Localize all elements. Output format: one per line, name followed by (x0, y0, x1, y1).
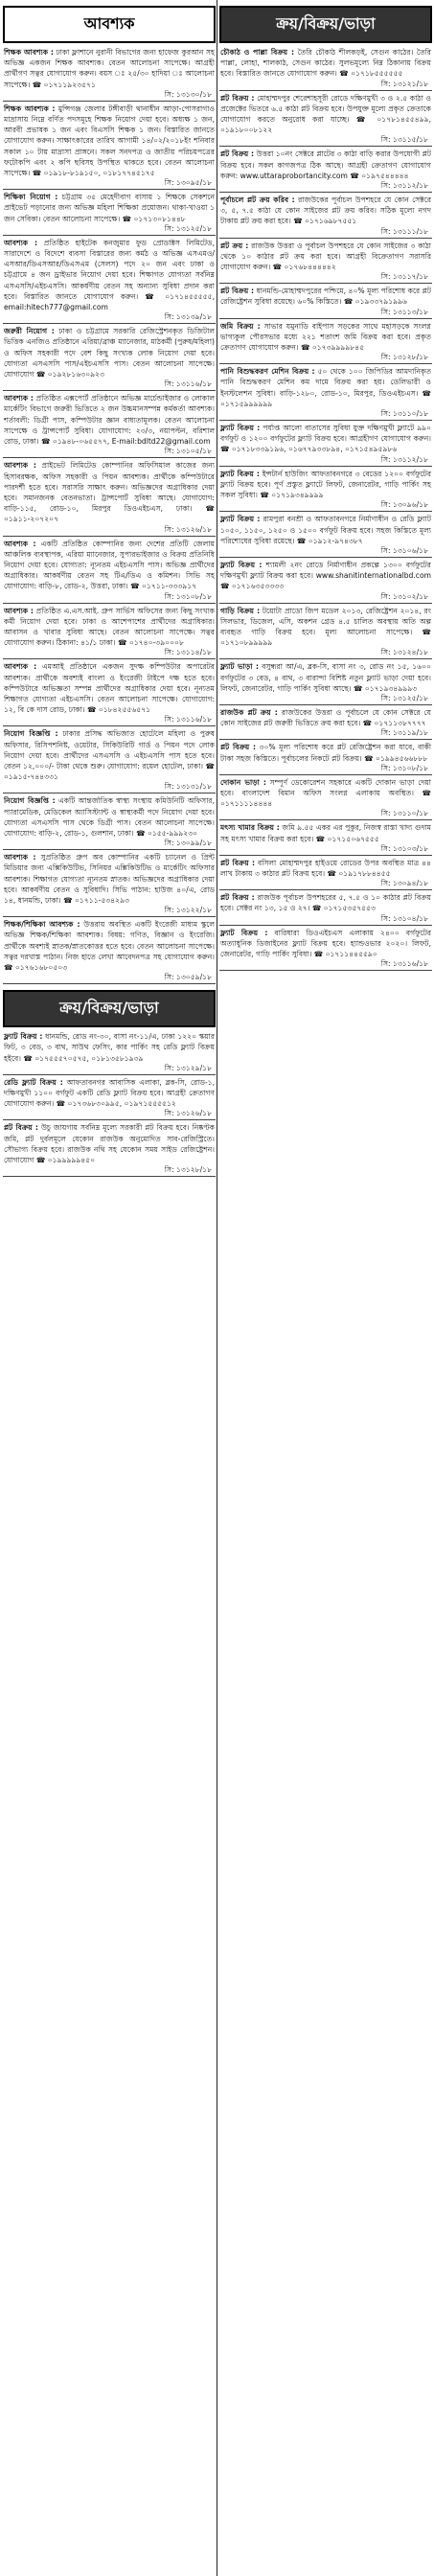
ad-body: মুন্সিগঞ্জ জেলার টঙ্গীবাড়ী থানাধীন আড়া-পোসরাগাও মাদ্রাসায় নিম্নে বর্ণিত পদসমূহে শিক্ষক নিয়োগ দেয়া হবে। অধ্যক্ষ ১ জন, আরবী প্রভাষক ১ জন এবং বিএসসি শিক্ষক ১ জন। বিস্তারিত জানতে যোগাযোগ করুন। সাক্ষাৎকারের তারিখ আগামী ১৪/০২/২০১৮ইং শনিবার সকাল ১০ টায় মাদ্রাসা প্রাঙ্গনে। সকল সনদপত্র ও জাতীয় পরিচয়পত্রের ফটোকপি এবং ২ কপি ছবিসহ উপস্থিত থাকতে হবে। বেতন আলোচনা সাপেক্ষে। ☎ ০১৯১৮-৮১৯১৫০, ০১৮১৭৭৪৫১৭৫ (4, 104, 216, 178)
ad-body: প্রতিষ্ঠিত হাইটেক কনজুমার ফুড প্রোডাক্টস লিমিটেড, সারাদেশে ও বিদেশে ব্যবসা বিস্তারের জন্য কর্মঠ ও অভিজ্ঞ এসএমও/এসআর/ডিএসআর/ডিএসএম (সেলস) পদে ২০ জন এবং ঢাকা ও চট্টগ্রামে ৪ জন ড্রাইভার নিয়োগ দেয়া হবে। শিক্ষাগত যোগ্যতা সর্বনিম্ন এসএসসি/এইচএসসি। আকর্ষণীয় বেতন সহ অন্যান্য সুবিধা প্রদান করা হবে। বিস্তারিত জানতে যোগাযোগ করুন। ☎ ০১৭১৪৫৫৫৫৫, email:hitech777@gmail.com (4, 238, 216, 312)
ad-separator (219, 466, 432, 467)
ad-title: আবশ্যক : (4, 539, 36, 548)
ad-text (219, 858, 432, 879)
ad-reference: সি: ১৩১১১/১৮ (380, 226, 428, 236)
ad-reference: সি: ১৩১১৩/১৮ (380, 307, 428, 316)
ad-separator (219, 970, 432, 971)
wanted-ads-list (3, 47, 216, 984)
ad-reference: সি: ১৩০৯৯/১৮ (164, 839, 212, 848)
ad-body: শ্যামলী ২নং রোডে নির্মাণাধীন প্রকল্পে ১৩০০ বর্গফুটের দক্ষিণমুখী ফ্ল্যাট বিক্রয় করা হবে। www.shanitinternationalbd.com ☎ ০১৭১৬৩৫৩৩৩৩ (220, 560, 431, 591)
ad-separator (3, 725, 216, 726)
ad-body: সুপ্রতিষ্ঠিত গ্রুপ অব কোম্পানির একটি চ্যানেল ও প্রিন্ট মিডিয়ার জন্য এক্সিকিউটিভ, সিনিয়র এক্সিকিউটিভ ও মার্কেটিং অফিসার আবশ্যক। শিক্ষাগত যোগ্যতা ন্যূনতম স্নাতক। অভিজ্ঞদের অগ্রাধিকার দেয়া হবে। আকর্ষণীয় বেতন ও সুবিধাদি। সিভি পাঠান: হাউজ ৪০/এ, রোড ১৪, ধানমন্ডি, ঢাকা। ☎ ০১৭১১-৫৩৪২৯৩ (4, 853, 215, 905)
ad-title: ফ্ল্যাট বিক্রয় : (220, 469, 260, 478)
ad-text (3, 1031, 216, 1064)
ad-body: ঢাকা ফ্লাশানে নুরানী বিভাগের জন্য হাফেজ কুরআন সহ অভিজ্ঞ একজন শিক্ষক আবশ্যক। বেতন আলোচনা সাপেক্ষে। আগ্রহী প্রার্থীগণ সত্বর যোগাযোগ করুন। বয়স ঃ ২৫/৩০ হাদিয়া ঃ আলোচনা সাপেক্ষে। ☎ ০১৭১১৯২৩৫৭১ (4, 48, 216, 89)
ad-text (219, 707, 432, 728)
classified-ad (219, 928, 432, 972)
ad-reference: সি: ১৩১১৬/১৮ (164, 380, 212, 389)
ad-separator (3, 235, 216, 236)
ad-separator (219, 658, 432, 659)
ad-title: মৎস্য খামার বিক্রয় : (220, 823, 280, 833)
ad-reference: সি: ১৩১০২/১৮ (380, 591, 428, 601)
ad-text (3, 539, 216, 592)
ad-title: আবশ্যক : (4, 238, 38, 247)
ad-separator (3, 457, 216, 458)
ad-text (3, 852, 216, 906)
ad-body: প্রতিষ্ঠিত এ.এস.আই. গ্রুপ সার্ভিস অফিসের জন্য কিছু সংখ্যক কর্মী নিয়োগ দেয়া হবে। ঢাকা ও আশেপাশের প্রার্থীদের অগ্রাধিকার। আবাসন ও খাবার সুবিধা আছে। বেতন আলোচনা সাপেক্ষে। সত্বর যোগাযোগ করুন। ঠিকানা: ৪১/১ ঢাকা। ☎ ০১৭৪০-৩৯০০০৮ (4, 606, 215, 648)
classified-ad (219, 241, 432, 285)
ad-title: ফ্ল্যাট বিক্রয় : (220, 928, 268, 937)
ad-reference: সি: ১৩১০৮/১৮ (380, 763, 428, 772)
ad-body: বসিলা মোহাম্মদপুর হাইওয়ে রোডের উপর অবস্থিত মাত্র ৪৪ লাখ টাকায় ৩ কাঠার প্লট বিক্রয় হবে। ☎ ০১৯১৭৮৮৪৪৫৫ (220, 858, 431, 878)
classified-ad (3, 661, 216, 726)
ad-title: শিক্ষক আবশ্যক : (4, 48, 54, 57)
ad-separator (3, 793, 216, 794)
ad-body: প্রতিষ্ঠিত এক্সপোর্ট প্রতিষ্ঠানে অভিজ্ঞ মার্চেন্ডাইজার ও লোকাল মার্কেটিং বিভাগে জরুরী ভিত্তিতে ২ জন উচ্চমানসম্পন্ন কর্মকর্তা আবশ্যক। শর্তাবলী: ডিগ্রী পাস, কম্পিউটার জ্ঞান বাধ্যতামূলক। বেতন আলোচনা সাপেক্ষে ও ট্রান্সপোর্ট সুবিধা। যোগাযোগ: ২৩/৩, নয়াপল্টন, বরিশাল রোড, ঢাকা। ☎ ০১৯৪৮-০৬৫৫৭৭, E-mail:bdltd22@gmail.com (4, 394, 215, 447)
ad-reference: সি: ১৩১৩৯/১৮ (164, 312, 212, 322)
section-header-wanted: আবশ্যক (3, 6, 216, 43)
ad-text (3, 1122, 216, 1165)
ad-body: এমআই প্রতিষ্ঠানে একজন সুদক্ষ কম্পিউটার অপারেটর আবশ্যক। প্রার্থীকে অবশ্যই বাংলা ও ইংরেজী টাইপে দক্ষ হতে হবে। কম্পিউটারে অভিজ্ঞতা সম্পন্ন প্রার্থীদের অগ্রাধিকার দেয়া হবে। নূন্যতম শিক্ষাগত যোগ্যতা এইচএসসি। বেতন আলোচনা সাপেক্ষে। যোগাযোগ: ১২, বি কে দাস রোড, ঢাকা। ☎ ০১৮৪২৫৫৬৫৭১ (4, 662, 215, 715)
ad-body: জমি ৯.৫৫ একর এর পুকুর, নিজস্ব রাস্তা খাদ্য গুদাম সহ মৎস্য খামার বিক্রয় করা হবে। ☎ ০১৭১৫০৬৭৫৫৫ (220, 823, 432, 843)
section-header-buy-sell-rent-left: ক্রয়/বিক্রয়/ভাড়া (3, 990, 216, 1027)
classified-ad (219, 661, 432, 705)
classified-ad (3, 192, 216, 236)
ad-text (3, 238, 216, 312)
ad-reference: সি: ১৩১১৯/১৮ (380, 728, 428, 738)
ad-reference: সি: ১৩১২৫/১৮ (164, 223, 212, 233)
left-column (3, 0, 216, 1179)
classified-ad (219, 822, 432, 855)
ad-title: ফ্ল্যাট বিক্রয় : (220, 560, 263, 569)
ad-text (3, 393, 216, 447)
ad-separator (3, 390, 216, 391)
ad-reference: সি: ১৩১২৮/১৮ (164, 1165, 212, 1175)
ad-title: ফ্ল্যাট বিক্রয় : (220, 424, 261, 433)
ad-separator (3, 849, 216, 850)
ad-reference: সি: ১৩১১০/১৮ (380, 409, 428, 419)
ad-text (219, 606, 432, 649)
ad-reference: সি: ১৩১২৪/১৮ (380, 648, 428, 657)
ad-text (219, 93, 432, 136)
ad-text (219, 321, 432, 354)
ad-title: ফ্ল্যাট বিক্রয় : (220, 515, 261, 524)
ad-text (219, 241, 432, 273)
ad-body: ঢাকা ও চট্টগ্রামে সরকারি রেজিস্ট্রেশনকৃত ডিজিটাল ভিত্তিক এনজিও প্রতিষ্ঠানে এরিয়া/ব্রাঞ্চ ম্যানেজার, মাঠকর্মী (পুরুষ/মহিলা) ও অফিস সহকারী পদে বেশ কিছু সংখ্যক লোক নিয়োগ দেয়া হবে। যোগ্যতা এসএসসি পাস/এইচএসসি পাস। বেতন আলোচনা সাপেক্ষে। যোগাযোগ ☎ ০১৯২৮১৬৩০৯২৩ (4, 327, 215, 380)
classified-ad (219, 423, 432, 467)
ad-reference: সি: ১৩১১৭/১৮ (380, 272, 428, 282)
classified-ad (219, 149, 432, 193)
ad-reference: সি: ১৩১২৮/১৮ (380, 353, 428, 362)
classified-ad (219, 286, 432, 318)
ad-separator (3, 658, 216, 659)
classified-ad (219, 93, 432, 148)
ad-title: প্লট বিক্রয় : (220, 858, 255, 867)
ad-reference: সি: ১৩১২৬/১৮ (164, 1109, 212, 1118)
classified-ad (219, 47, 432, 91)
ad-reference: সি: ১৩১২১/১৮ (380, 79, 428, 88)
ad-body: ৩০% মূল্য পরিশোধ করে প্লট রেজিষ্ট্রেশন করা যাবে, বাকী টাকা সহজ কিস্তিতে। পূর্বাচলের নিকটে প্লট বিক্রয়। ☎ ০১৯৯৪৫৬৬৮৮৮ (220, 743, 431, 763)
ad-separator (219, 889, 432, 890)
ad-body: রাজউক উত্তরা ও পূর্বাচল উপশহরে যে কোন সাইজের ৩ কাঠা থেকে ১০ কাঠার প্লট ক্রয় করা হবে। আগ্রহী বিক্রেতাগণ সরাসরি যোগাযোগ করুন। ☎ ০১৭৬৮৪৪৪৪৪২ (220, 241, 431, 272)
ad-title: প্লট বিক্রয় : (220, 150, 255, 159)
classified-ad (219, 606, 432, 660)
classified-ad (219, 514, 432, 558)
ad-separator (219, 925, 432, 926)
ad-title: ফ্ল্যাট বিক্রয় : (4, 1032, 43, 1042)
ad-separator (219, 283, 432, 284)
ad-text (219, 469, 432, 501)
ad-title: রাজউক প্লট ক্রয় : (220, 707, 278, 717)
ad-separator (219, 238, 432, 239)
ad-body: রামপুরা বনশ্রী ও আফতাবনগরে নির্মাণাধীন ও রেডি ফ্ল্যাট ১০৫০, ১১৫০, ১২৫০ ও ১৫০০ বর্গফুট বিক্রয় হবে। সহজ কিস্তিতে মূল্য পরিশোধের সুবিধা রয়েছে। ☎ ০১৯১২-৯৭৪৩৮৭ (220, 515, 431, 545)
classified-ad (219, 321, 432, 365)
ad-text (219, 661, 432, 694)
ad-reference: সি: ১৩১০৬/১৮ (380, 545, 428, 555)
ad-separator (3, 1074, 216, 1075)
ad-title: পূর্বাচলে প্লট ক্রয় করিব : (220, 196, 295, 205)
ad-separator (3, 189, 216, 190)
ad-separator (3, 1176, 216, 1177)
classified-ad (3, 1031, 216, 1075)
classified-ad (3, 460, 216, 536)
ad-separator (219, 774, 432, 775)
ad-text (219, 286, 432, 307)
ad-title: প্লট বিক্রয় : (220, 287, 254, 296)
ad-text (3, 104, 216, 178)
ad-separator (3, 101, 216, 102)
ad-separator (219, 363, 432, 364)
ad-text (219, 149, 432, 181)
ad-reference: সি: ১৩০৯৫/১৮ (164, 178, 212, 188)
ad-body: উচু জায়গায় সর্বনিম্ন মূল্যে সরকারী প্লট বিক্রয় হবে। নিষ্কণ্টক জমি, প্লট দুর্বলমূলে যেকোন রাজউক অনুমোদিত সাব-রেজিস্ট্রিতে। সৌভাগ্য বিক্রয় হবে। রাজউক নথি সহ যেকোন সময় সাইড রেজিষ্ট্রেশন। যোগাযোগ ☎ ০১৯৯৯৯৯৪৫০ (4, 1123, 215, 1165)
classified-ad (3, 326, 216, 391)
ad-separator (219, 739, 432, 740)
ad-separator (3, 1119, 216, 1120)
ad-text (219, 514, 432, 546)
ad-text (219, 822, 432, 843)
ad-text (3, 192, 216, 224)
ad-title: ফ্ল্যাট ভাড়া : (220, 662, 260, 672)
classified-ad (219, 892, 432, 925)
buy-sell-ads-list-right (219, 47, 432, 971)
ad-reference: সি: ১৩১২৬/১৮ (164, 524, 212, 534)
classified-ad (3, 238, 216, 324)
ad-title: চৌকাঠ ও পাল্লা বিক্রয় : (220, 48, 294, 57)
ad-title: গাড়ি বিক্রয় : (220, 606, 261, 615)
ad-separator (3, 603, 216, 604)
ad-reference: সি: ১৩১১৪/১৮ (164, 648, 212, 657)
ad-title: পানি বিশুদ্ধকরণ মেশিন বিক্রয় : (220, 367, 315, 377)
classified-ad (3, 1122, 216, 1177)
classified-ad (3, 919, 216, 984)
classified-ad (219, 742, 432, 774)
ad-body: তৈরি চৌকাঠ শীলকড়ই, সেগুন কাঠের। তৈরি পাল্লা, লোহা, শালকাঠ, সেগুন কাঠের। সুলভমূল্যে নিম্ন ঠিকানায় বিক্রয় হবে। বিস্তারিত জানতে যোগাযোগ করুন। ☎ ০১৭১৮৫৫৫৫৫৫ (220, 48, 431, 79)
ad-text (219, 195, 432, 227)
classified-ad (219, 777, 432, 821)
ad-title: প্লট বিক্রয় : (220, 743, 257, 752)
ad-title: দোকান ভাড়া : (220, 777, 266, 787)
ad-body: সাভার যমুনাডি বাইপাস সড়কের সাথে মহাসড়কে সংলগ্ন ভাগ্যকুল পৌরসভার মধ্যে ২২১ শতাংশ জমি বিক্রয় করা হবে। প্রকৃত ক্রেতাগণ যোগাযোগ করুন। ☎ ০১৭৩৯৯৯৯৮৪৫ (220, 321, 431, 353)
buy-sell-ads-list-left (3, 1031, 216, 1177)
classified-ad (3, 539, 216, 604)
ad-title: শিক্ষিকা নিয়োগ : (4, 193, 58, 202)
ad-reference: সি: ১৩০৯৪/১৮ (380, 879, 428, 888)
ad-reference: সি: ১৩১২২/১৮ (164, 906, 212, 915)
classified-ad (3, 47, 216, 102)
ad-body: রাজউকের উত্তরা ও পূর্বাচলে যে কোন সেক্টরে যে কোন সাইজের প্লট জরুরী ভিত্তিতে ক্রয় করা হবে। ☎ ০১৭১১৩৮৭৭৭৭ (220, 707, 431, 728)
ad-text (3, 728, 216, 782)
ad-reference: সি: ১৩১০৩/১৮ (380, 843, 428, 853)
ad-body: প্রাইভেট লিমিটেড কোম্পানির অফিসিয়াল কাজের জন্য হিসাবরক্ষক, অফিস সহকারী ও পিয়ন আবশ্যক। প্রার্থীকে কম্পিউটারে পারদর্শী হতে হবে। সরাসরি সাক্ষাৎ করুন। অভিজ্ঞদের অগ্রাধিকার দেয়া হবে। সমানজনক বেতনভাতা। ট্রান্সপোর্ট সুবিধা আছে। যোগাযোগ: বাড়ি-১১৫, রোড-১০, মিরপুর ডিওএইচএস, ঢাকা। ☎ ০১৯১১-২০৭২০৭ (4, 461, 215, 524)
ad-text (3, 606, 216, 649)
classified-ad (219, 858, 432, 890)
ad-separator (3, 916, 216, 917)
right-column (219, 0, 432, 973)
ad-text (3, 460, 216, 524)
ad-title: প্লট বিক্রয় : (4, 1123, 38, 1133)
ad-text (219, 742, 432, 763)
ad-body: পর্যাপ্ত আলো বাতাসের সুবিধা যুক্ত দক্ষিণমুখী ফ্ল্যাটে ৯৯০ বর্গফুট ও ১২০০ বর্গফুটের ফ্ল্যাট বিক্রয় হবে। আগ্রহীগণ যোগাযোগ করুন। ☎ ০১৭১৮৩৩৯১৯৬, ০১৬৭৭৯৩৩৮৯৪, ০১৭১৫৪৯৫৯৮৬ (220, 424, 432, 454)
ad-title: আবশ্যক : (4, 853, 36, 862)
ad-body: রাজউক পূর্বাচল উপশহরের ৫, ৭.৫ ও ১০ কাঠার প্লট বিক্রয় হবে। সেক্টর নং ১৩, ১৫ ও ২৭। ☎ ০১৭১৫৩৫৭৫৫৩ (220, 893, 431, 913)
ad-text (219, 47, 432, 80)
ad-reference: সি: ১৩১১৬/১৮ (164, 715, 212, 724)
ad-separator (219, 603, 432, 604)
ad-separator (219, 704, 432, 705)
classified-ad (3, 606, 216, 660)
ad-separator (3, 323, 216, 324)
classified-ad (3, 852, 216, 917)
ad-text (3, 795, 216, 839)
ad-reference: সি: ১৩১১২/১৮ (380, 454, 428, 464)
ad-separator (219, 318, 432, 319)
ad-reference: সি: ১৩১০৮/১৮ (164, 591, 212, 601)
classified-ad (219, 560, 432, 604)
ad-text (219, 366, 432, 409)
ad-body: চট্টগ্রাম ৩৫ মেহেদীবাগ বাসায় ১ শিক্ষকে সেকশনে প্রাইভেট পড়ানোর জন্য অভিজ্ঞ মহিলা শিক্ষিকা প্রয়োজন। থাকা-খাওয়া ১ জন সেবিকা। বেতন আলোচনা সাপেক্ষে। ☎ ০১৭১৩০৮১৪৪৮ (4, 193, 216, 223)
ad-text (219, 423, 432, 455)
ad-title: প্লট ক্রয় : (220, 241, 249, 250)
ad-separator (219, 420, 432, 421)
ad-title: শিক্ষক আবশ্যক : (4, 104, 56, 113)
ad-body: উত্তরায় অবস্থিত একটি ইংরেজী মাধ্যম স্কুলে অভিজ্ঞ শিক্ষক/শিক্ষিকা আবশ্যক। বিষয়: গণিত, বিজ্ঞান ও ইংরেজি। প্রার্থীকে অবশ্যই স্নাতক/স্নাতকোত্তর হতে হবে। বেতন আলোচনা সাপেক্ষে। সত্বর দরখাস্ত পাঠান। নিজ হাতে লেখা আবেদনপত্র সহ যোগাযোগ করুন। ☎ ০১৭৬১৬৮০৫০৩ (4, 920, 215, 973)
ad-text (3, 661, 216, 715)
ad-reference: সি: ১৩০৯৬/১৮ (380, 500, 428, 510)
ad-body: মোহাম্মদপুর শেরেশাহসূরী রোডে দক্ষিণমুখী ৩ ও ২.৫ কাঠা ও প্রজেক্টের ভিতরে ৬.৫ কাঠা প্লট বিক্রয় হবে। উপযুক্ত মূল্যে প্রকৃত ক্রেতাকে যোগাযোগ করতে অনুরোধ করা যাচ্ছে। ☎ ০১৭৮১৪৫৫৪৯৯, ০১৯১৮০০৮১২২ (220, 93, 431, 135)
section-header-buy-sell-rent: ক্রয়/বিক্রয়/ভাড়া (219, 6, 432, 43)
ad-title: রেডি ফ্ল্যাট বিক্রয় : (4, 1077, 63, 1087)
classified-ad (3, 795, 216, 850)
classified-ad (219, 195, 432, 239)
ad-reference: সি: ১৩১১৬/১৮ (380, 959, 428, 969)
ad-title: নিয়োগ বিজ্ঞপ্তি : (4, 729, 58, 739)
classified-ad (219, 707, 432, 740)
ad-body: টয়োটা প্রাডো জিপ মডেল ২০১৩, রেজিষ্ট্রেশন ২০১৪, রং সিলভার, ডিজেল, এসি, অকশন গ্রেড ৪.৫ চালিত অবস্থায় অতি অল্প ব্যবহৃত গাড়ি বিক্রয় হবে। মূল্য আলোচনা সাপেক্ষে। ☎ ০১৭১০৮৯৯৯৯৯ (220, 606, 431, 648)
ad-separator (3, 983, 216, 984)
ad-text (3, 47, 216, 90)
ad-body: ইন্সটার্ন হাউজিং আফতাবনগরে ৩ বেডের ১২০০ বর্গফুটের ফ্ল্যাট বিক্রয় হবে। পূর্ণ প্রস্তুত ফ্ল্যাটে লিফট, জেনারেটর, গাড়ি পার্কিং সহ সকল সুবিধা। ☎ ০১৭১৯৩৪৯৯৯৯ (220, 469, 431, 500)
ad-text (219, 892, 432, 913)
ad-body: উত্তরা ১০নং সেক্টরে প্লাটের ৩ কাঠা বাড়ি করার উপযোগী প্লট বিক্রয় হবে। সকল কাগজপত্র ঠিক আছে। আগ্রহী ক্রেতাগণ যোগাযোগ করুন: www.uttaraprobortancity.com ☎ ০১৯৭৫৪৪৪৪৪ (220, 150, 431, 180)
ad-title: প্লট বিক্রয় : (220, 893, 255, 903)
ad-title: আবশ্যক : (4, 394, 34, 403)
ad-reference: সি: ১৩০৫৯/১৮ (164, 973, 212, 982)
ad-separator (3, 536, 216, 537)
ad-title: আবশ্যক : (4, 461, 36, 471)
ad-title: জমি বিক্রয় : (220, 321, 261, 331)
ad-text (3, 919, 216, 973)
ad-title: নিয়োগ বিজ্ঞপ্তি : (4, 796, 56, 806)
ad-body: একটি আন্তর্জাতিক স্বাস্থ্য সংস্থায় কমিউনিটি অফিসার, প্যারামেডিক, মেডিকেল অ্যাসিস্ট্যান্ট ও স্বাস্থ্যকর্মী পদে নিয়োগ দেয়া হবে। যোগ্যতা এসএসসি পাস থেকে ডিগ্রী পাস। বেতন আলোচনা সাপেক্ষে। যোগাযোগ: বাড়ি-২, রোড-১, গুলশান, ঢাকা। ☎ ০১৫৫-৯৯৯২৩০ (4, 796, 215, 838)
classified-ad (3, 104, 216, 190)
ad-reference: সি: ১৩১১৫/১৮ (380, 135, 428, 145)
ad-body: সম্পূর্ণ ডেকোরেশন সহকারে একটি দোকান ভাড়া দেয়া হবে। বাংলাদেশ বিমান অফিস সংলগ্ন এলাকায় অবস্থিত। ☎ ০১৭১১১১৪৪৪৪ (220, 777, 431, 809)
ad-separator (219, 819, 432, 820)
ad-reference: সি: ১৩১০৪/১৮ (380, 913, 428, 923)
ad-reference: সি: ১৩১২৯/১৮ (164, 1063, 212, 1072)
ad-separator (219, 192, 432, 193)
ad-title: শিক্ষক/শিক্ষিকা আবশ্যক : (4, 920, 80, 930)
ad-body: ধানমন্ডি-মোহাম্মদপুরের পশ্চিমে, ৪০% মূল্য পরিশোধ করে প্লট রেজিষ্ট্রেশন সুবিধা রয়েছে। ৬০% কিস্তিতে। ☎ ০১৯৩৩৭৯১৯৯৬ (220, 287, 431, 307)
ad-title: জরুরী নিয়োগ : (4, 327, 55, 336)
ad-body: বারিধারা ডিওএইচএস এলাকায় ২৪০০ বর্গফুটের অত্যাধুনিক ডিজাইনের ফ্ল্যাট বিক্রয় হবে। হ্যান্ডওভার ২০২০। লিফট, জেনারেটর, গাড়ি পার্কিং সুবিধা। ☎ ০১৭১১৪৪৫৫৯০ (220, 928, 432, 958)
ad-body: বসুন্ধরা আ/এ, ব্লক-সি, বাসা নং ৩, রোড নং ১৫, ১৬০০ বর্গফুটের ৩ বেড, ৪ বাথ, ৩ বারান্দা বিশিষ্ট নতুন ফ্ল্যাট ভাড়া দেয়া হবে। লিফট, জেনারেটর, গাড়ি পার্কিং সুবিধা আছে। ☎ ০১৭১৯৩৪৯৯৯৩ (220, 662, 431, 693)
ad-body: রাজউকের পূর্বাচল উপশহরে যে কোন সেক্টরে ৩, ৫, ৭.৫ কাঠা যে কোন সাইজের প্লট ক্রয় করিব। সঠিক মূল্যে নগদ টাকায় প্লট ক্রয় করা হবে। ☎ ০১৭১৬৯৮৭৫৫১ (220, 196, 431, 226)
ad-text (3, 326, 216, 380)
ad-separator (219, 146, 432, 147)
ad-title: আবশ্যক : (4, 662, 37, 672)
classified-ad (3, 728, 216, 794)
ad-separator (219, 557, 432, 558)
ad-reference: সি: ১৩১১২/১৮ (380, 181, 428, 191)
ad-body: ৫০ থেকে ১০০ জিপিডির আমদানিকৃত পানি বিশুদ্ধকরণ মেশিন কম দামে বিক্রয় করা হয়। ডেলিভারী ও ইনস্টলেশন সুবিধা। বাড়ি-১২৮০, রোড-১০, মিরপুর, ডিওএইচএস। ☎ ০১৭১৫৯৯৯৯৯৯ (220, 367, 431, 408)
ad-reference: সি: ১৩১৩০/১৮ (164, 89, 212, 99)
ad-separator (219, 90, 432, 91)
classified-ad (219, 469, 432, 513)
classified-ad (219, 366, 432, 421)
ad-body: একটি প্রতিষ্ঠিত কোম্পানির জন্য দেশের প্রতিটি জেলায় আঞ্চলিক ব্যবস্থাপক, এরিয়া ম্যানেজার, সুপারভাইজার ও বিক্রয় প্রতিনিধি নিয়োগ দেয়া হবে। যোগ্যতা: ন্যূনতম এইচএসসি পাস। অভিজ্ঞ প্রার্থীদের অগ্রাধিকার। আকর্ষণীয় বেতন সহ টিএ/ডিএ ও কমিশন। সিভি সহ যোগাযোগ: বাড়ি-৮, রোড-২, উত্তরা, ঢাকা। ☎ ০১৭১১-৩৩৩৯১৭ (4, 539, 216, 591)
ad-reference: সি: ১৩১৩১/১৮ (164, 782, 212, 792)
ad-text (219, 928, 432, 960)
ad-reference: সি: ১৩১০৫/১৮ (164, 447, 212, 456)
ad-separator (219, 511, 432, 512)
classified-ad (3, 1077, 216, 1121)
ad-text (219, 560, 432, 592)
ad-body: ঢাকার প্রসিদ্ধ অভিজাত হোটেলে মহিলা ও পুরুষ অফিসার, রিসিপশনিষ্ট, ওয়েটার, সিকিউরিটি গার্ড ও পিয়ন পদে লোক নিয়োগ দেয়া হবে। প্রার্থীদের এসএসসি ও এইচএসসি পাস হতে হবে। বেতন ১২,০০০/- টাকা থেকে শুরু। যোগাযোগ: রয়েল হোটেল, ঢাকা। ☎ ০১৯১৫-৭৪৪৩৩১ (4, 729, 215, 782)
ad-reference: সি: ১৩১২৫/১৮ (380, 693, 428, 702)
ad-reference: সি: ১৩১১০/১৮ (380, 809, 428, 818)
ad-text (219, 777, 432, 810)
ad-body: ধানমন্ডি, রোড নং-৩০, বাসা নং-১১/এ, ঢাকা ১২২০ স্কয়ার ফিট, ৩ বেড, ৩ বাথ, সাউথ ফেসিং, কার পার্কিং সহ রেডি ফ্ল্যাট বিক্রয় হইবে। ☎ ০১৭৫৫৫৭০৫৭৫, ০১৮১৩৫৮১৯৩৯ (4, 1032, 215, 1063)
classified-ad (3, 393, 216, 458)
ad-body: আফতাবনগর আবাসিক এলাকা, ব্লক-সি, রোড-১, দক্ষিণমুখী ১১০০ বর্গফুট একটি রেডি ফ্ল্যাট বিক্রয় হবে। আগ্রহী ক্রেতাগণ যোগাযোগ করুন। ☎ ০১৭৩৬৮৩০৯৯৫, ০১৯৭১৫৫৫৫১২ (4, 1077, 215, 1109)
ad-text (3, 1077, 216, 1110)
ad-title: আবশ্যক : (4, 606, 34, 615)
ad-separator (219, 855, 432, 856)
ad-title: প্লট বিক্রয় : (220, 93, 255, 103)
